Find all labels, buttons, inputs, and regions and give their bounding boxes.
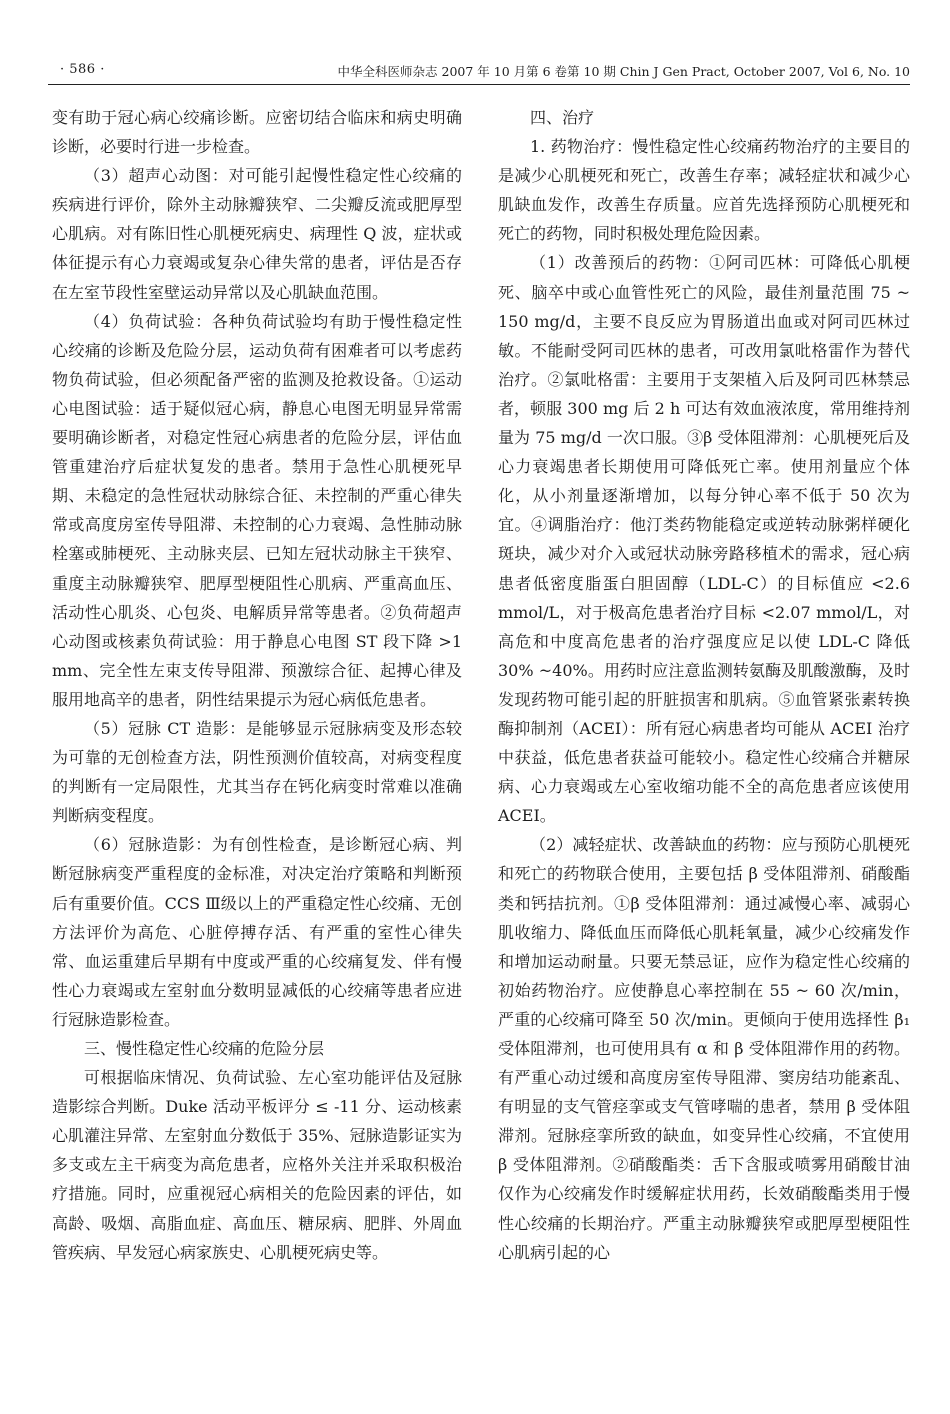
page-number: · 586 · [60,62,105,77]
paragraph: 变有助于冠心病心绞痛诊断。应密切结合临床和病史明确诊断，必要时行进一步检查。 [52,108,462,157]
section-heading: 三、慢性稳定性心绞痛的危险分层 [84,1039,325,1058]
paragraph: （6）冠脉造影：为有创性检查，是诊断冠心病、判断冠脉病变严重程度的金标准，对决定治疗策略和判断预后有重要价值。CCS Ⅲ级以上的严重稳定性心绞痛、无创方法评价为高危、心脏停搏存活、有严重的室性心律失常、血运重建后早期有中度或严重的心绞痛复发、伴有慢性心力衰竭或左室射血分数明显减低的心绞痛等患者应进行冠脉造影检查。 [52,835,462,1029]
paragraph: （4）负荷试验：各种负荷试验均有助于慢性稳定性心绞痛的诊断及危险分层，运动负荷有困难者可以考虑药物负荷试验，但必须配备严密的监测及抢救设备。①运动心电图试验：适于疑似冠心病，静息心电图无明显异常需要明确诊断者，对稳定性冠心病患者的危险分层，评估血管重建治疗后症状复发的患者。禁用于急性心肌梗死早期、未稳定的急性冠状动脉综合征、未控制的严重心律失常或高度房室传导阻滞、未控制的心力衰竭、急性肺动脉栓塞或肺梗死、主动脉夹层、已知左冠状动脉主干狭窄、重度主动脉瓣狭窄、肥厚型梗阻性心肌病、严重高血压、活动性心肌炎、心包炎、电解质异常等患者。②负荷超声心动图或核素负荷试验：用于静息心电图 ST 段下降 >1 mm、完全性左束支传导阻滞、预激综合征、起搏心律及服用地高辛的患者，阴性结果提示为冠心病低危患者。 [52,311,462,709]
section-heading: 四、治疗 [530,108,595,127]
running-head: 中华全科医师杂志 2007 年 10 月第 6 卷第 10 期 Chin J Gen Pract, October 2007, Vol 6, No. 10 [337,64,910,79]
right-column [498,103,910,1267]
paragraph: 1. 药物治疗：慢性稳定性心绞痛药物治疗的主要目的是减少心肌梗死和死亡，改善生存率；减轻症状和减少心肌缺血发作，改善生存质量。应首先选择预防心肌梗死和死亡的药物，同时积极处理危险因素。 [498,137,910,244]
left-column [52,103,462,1267]
paragraph: （5）冠脉 CT 造影：是能够显示冠脉病变及形态较为可靠的无创检查方法，阴性预测价值较高，对病变程度的判断有一定局限性，尤其当存在钙化病变时常难以准确判断病变程度。 [52,718,462,826]
paragraph: （1）改善预后的药物：①阿司匹林：可降低心肌梗死、脑卒中或心血管性死亡的风险，最佳剂量范围 75 ~ 150 mg/d，主要不良反应为胃肠道出血或对阿司匹林过敏。不能耐受阿司匹林的患者，可改用氯吡格雷作为替代治疗。②氯吡格雷：主要用于支架植入后及阿司匹林禁忌者，顿服 300 mg 后 2 h 可达有效血液浓度，常用维持剂量为 75 mg/d 一次口服。③β 受体阻滞剂：心肌梗死后及心力衰竭患者长期使用可降低死亡率。使用剂量应个体化，从小剂量逐渐增加，以每分钟心率不低于 50 次为宜。④调脂治疗：他汀类药物能稳定或逆转动脉粥样硬化斑块，减少对介入或冠状动脉旁路移植术的需求，冠心病患者低密度脂蛋白胆固醇（LDL-C）的目标值应 <2.6 mmol/L，对于极高危患者治疗目标 <2.07 mmol/L，对高危和中度高危患者的治疗强度应足以使 LDL-C 降低 30% ~40%。用药时应注意监测转氨酶及肌酸激酶，及时发现药物可能引起的肝脏损害和肌病。⑤血管紧张素转换酶抑制剂（ACEI）：所有冠心病患者均可能从 ACEI 治疗中获益，低危患者获益可能较小。稳定性心绞痛合并糖尿病、心力衰竭或左心室收缩功能不全的高危患者应该使用 ACEI。 [498,253,910,826]
paragraph: （2）减轻症状、改善缺血的药物：应与预防心肌梗死和死亡的药物联合使用，主要包括 β 受体阻滞剂、硝酸酯类和钙拮抗剂。①β 受体阻滞剂：通过减慢心率、减弱心肌收缩力、降低血压而降低心肌耗氧量，减少心绞痛发作和增加运动耐量。只要无禁忌证，应作为稳定性心绞痛的初始药物治疗。应使静息心率控制在 55 ~ 60 次/min，严重的心绞痛可降至 50 次/min。更倾向于使用选择性 β₁ 受体阻滞剂，也可使用具有 α 和 β 受体阻滞作用的药物。有严重心动过缓和高度房室传导阻滞、窦房结功能紊乱、有明显的支气管痉挛或支气管哮喘的患者，禁用 β 受体阻滞剂。冠脉痉挛所致的缺血，如变异性心绞痛，不宜使用 β 受体阻滞剂。②硝酸酯类：舌下含服或喷雾用硝酸甘油仅作为心绞痛发作时缓解症状用药，长效硝酸酯类用于慢性心绞痛的长期治疗。严重主动脉瓣狭窄或肥厚型梗阻性心肌病引起的心 [498,835,910,1262]
paragraph: （3）超声心动图：对可能引起慢性稳定性心绞痛的疾病进行评价，除外主动脉瓣狭窄、二尖瓣反流或肥厚型心肌病。对有陈旧性心肌梗死病史、病理性 Q 波，症状或体征提示有心力衰竭或复杂心律失常的患者，评估是否存在左室节段性室壁运动异常以及心肌缺血范围。 [52,166,462,302]
paragraph: 可根据临床情况、负荷试验、左心室功能评估及冠脉造影综合判断。Duke 活动平板评分 ≤ -11 分、运动核素心肌灌注异常、左室射血分数低于 35%、冠脉造影证实为多支或左主干病变为高危患者，应格外关注并采取积极治疗措施。同时，应重视冠心病相关的危险因素的评估，如高龄、吸烟、高脂血症、高血压、糖尿病、肥胖、外周血管疾病、早发冠心病家族史、心肌梗死病史等。 [52,1068,462,1262]
header-rule [48,84,910,85]
